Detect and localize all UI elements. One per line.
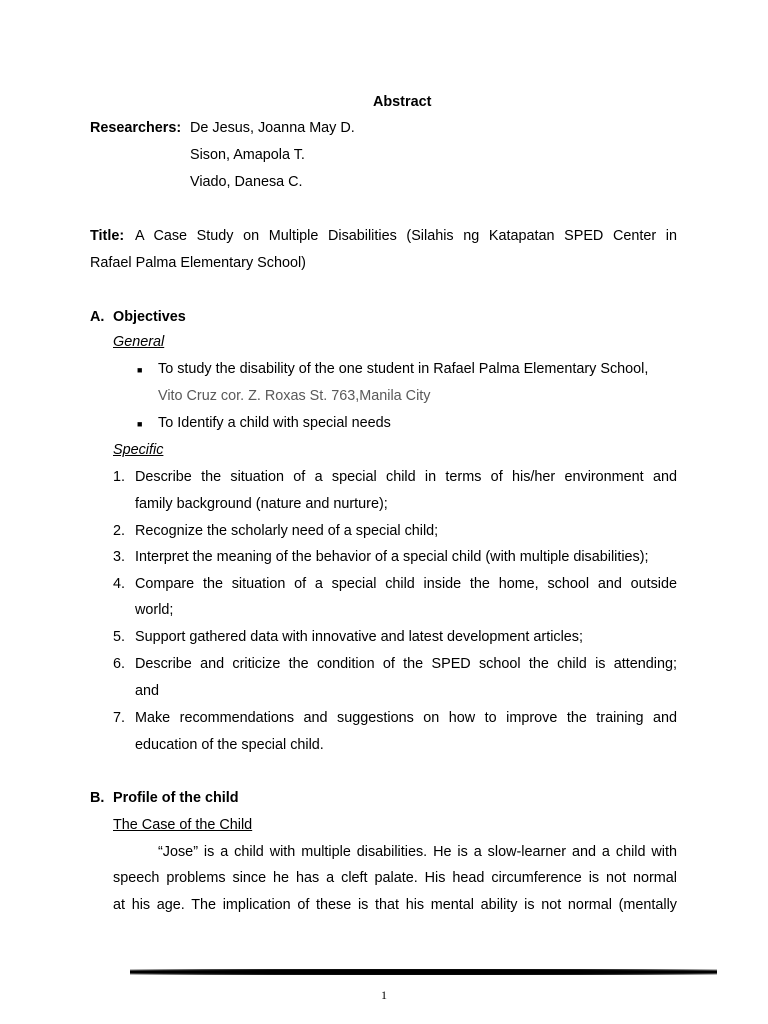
case-paragraph-line: speech problems since he has a cleft palate. His head circumference is not normal: [113, 870, 677, 886]
general-label: General: [113, 334, 165, 350]
list-number: 4.: [113, 576, 126, 592]
specific-item: Describe and criticize the condition of the SPED school the child is attending;: [135, 656, 677, 672]
page-number: 1: [381, 988, 387, 1002]
section-a-marker: A.: [90, 309, 105, 325]
specific-label: Specific: [113, 442, 164, 458]
section-a-heading: Objectives: [113, 309, 186, 325]
specific-item: Compare the situation of a special child inside the home, school and outside: [135, 576, 677, 592]
section-b-heading: Profile of the child: [113, 790, 239, 806]
list-number: 2.: [113, 523, 126, 539]
title-text-line2: Rafael Palma Elementary School): [90, 255, 306, 271]
list-number: 6.: [113, 656, 126, 672]
title-label: Title:: [90, 228, 125, 244]
section-b-marker: B.: [90, 790, 105, 806]
general-item-continued: Vito Cruz cor. Z. Roxas St. 763,Manila City: [158, 388, 431, 404]
specific-item-continued: and: [135, 683, 160, 699]
general-item: To study the disability of the one student in Rafael Palma Elementary School,: [158, 361, 649, 377]
specific-item: Describe the situation of a special child in terms of his/her environment and: [135, 469, 677, 485]
specific-item: Recognize the scholarly need of a special child;: [135, 523, 439, 539]
specific-item: Support gathered data with innovative and latest development articles;: [135, 629, 583, 645]
case-paragraph-line: “Jose” is a child with multiple disabilities. He is a slow-learner and a child with: [158, 844, 677, 860]
specific-item: Interpret the meaning of the behavior of a special child (with multiple disabilities);: [135, 549, 649, 565]
specific-item: Make recommendations and suggestions on how to improve the training and: [135, 710, 677, 726]
researcher-name: Sison, Amapola T.: [190, 147, 305, 163]
bullet-icon: ■: [137, 365, 143, 375]
researcher-name: De Jesus, Joanna May D.: [190, 120, 355, 136]
specific-item-continued: world;: [135, 602, 174, 618]
title-text-line1: A Case Study on Multiple Disabilities (Silahis ng Katapatan SPED Center in: [135, 228, 677, 244]
list-number: 1.: [113, 469, 126, 485]
researchers-label: Researchers:: [90, 120, 182, 136]
case-subheading: The Case of the Child: [113, 817, 253, 833]
bullet-icon: ■: [137, 419, 143, 429]
list-number: 7.: [113, 710, 126, 726]
general-item: To Identify a child with special needs: [158, 415, 391, 431]
specific-item-continued: family background (nature and nurture);: [135, 496, 388, 512]
footer-divider: [130, 969, 717, 975]
list-number: 3.: [113, 549, 126, 565]
case-paragraph-line: at his age. The implication of these is that his mental ability is not normal (mentally: [113, 897, 677, 913]
specific-item-continued: education of the special child.: [135, 737, 324, 753]
abstract-heading: Abstract: [373, 94, 432, 110]
list-number: 5.: [113, 629, 126, 645]
researcher-name: Viado, Danesa C.: [190, 174, 303, 190]
